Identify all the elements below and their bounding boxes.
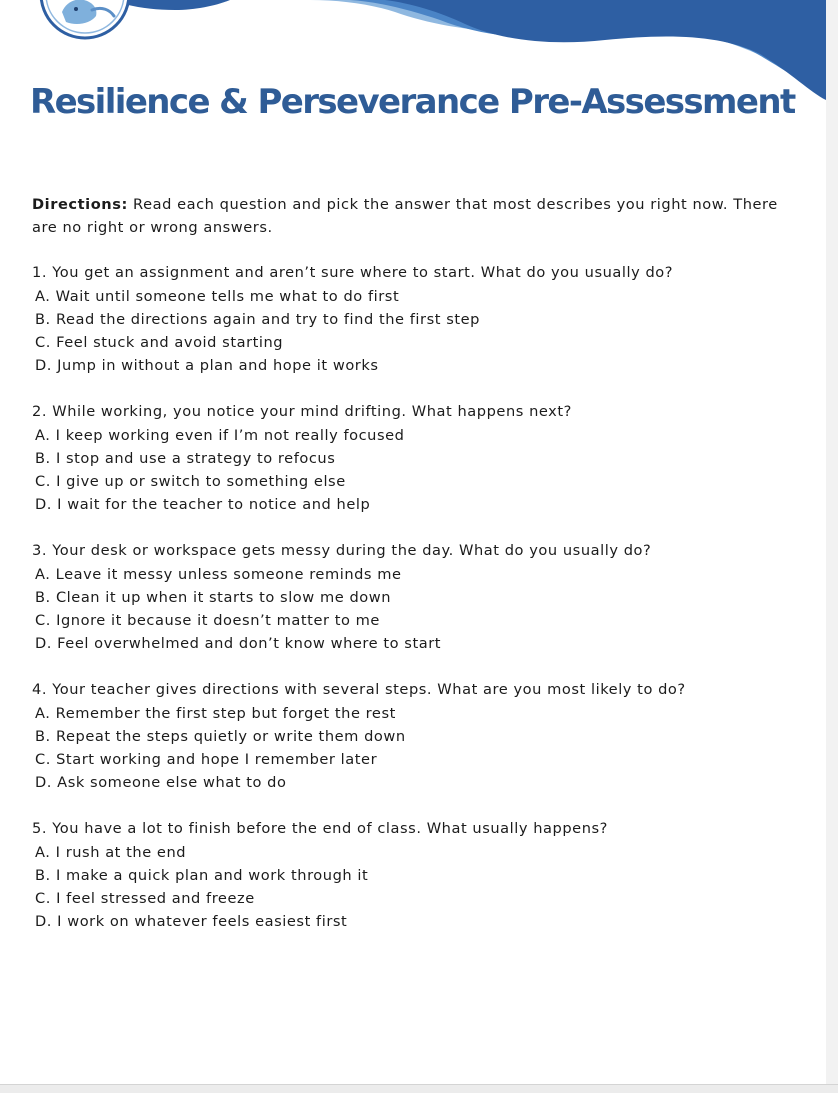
answer-option: B. I stop and use a strategy to refocus (35, 449, 336, 467)
question-1 (32, 261, 782, 377)
answer-option: D. Jump in without a plan and hope it works (35, 357, 379, 375)
question-text: 5. You have a lot to finish before the end of class. What usually happens? (32, 820, 608, 838)
page-title: Resilience & Perseverance Pre-Assessment (30, 82, 795, 122)
worksheet-content (32, 193, 782, 956)
answer-option: C. I feel stressed and freeze (35, 890, 255, 908)
answer-option: A. Wait until someone tells me what to do first (35, 287, 400, 305)
directions-label: Directions: (32, 196, 128, 213)
question-4 (32, 678, 782, 794)
blue-mascot-badge-icon (32, 0, 138, 40)
question-3 (32, 539, 782, 655)
question-text: 2. While working, you notice your mind drifting. What happens next? (32, 403, 572, 421)
answer-option: A. I keep working even if I’m not really focused (35, 426, 405, 444)
answer-option: D. I work on whatever feels easiest first (35, 913, 348, 931)
answer-option: D. Feel overwhelmed and don’t know where to start (35, 635, 442, 653)
answer-option: D. I wait for the teacher to notice and help (35, 496, 371, 514)
question-text: 4. Your teacher gives directions with several steps. What are you most likely to do? (32, 681, 686, 699)
question-2 (32, 400, 782, 516)
answer-option: B. Clean it up when it starts to slow me down (35, 588, 392, 606)
directions-text: Read each question and pick the answer that most describes you right now. There are no right or wrong answers. (32, 196, 778, 237)
question-text: 1. You get an assignment and aren’t sure where to start. What do you usually do? (32, 264, 674, 282)
answer-option: C. Start working and hope I remember later (35, 751, 378, 769)
question-5 (32, 817, 782, 933)
answer-option: B. Read the directions again and try to find the first step (35, 310, 480, 328)
answer-option: C. I give up or switch to something else (35, 473, 346, 491)
answer-option: C. Ignore it because it doesn’t matter to me (35, 612, 380, 630)
answer-option: A. Leave it messy unless someone reminds me (35, 565, 402, 583)
answer-option: A. Remember the first step but forget the rest (35, 704, 396, 722)
answer-option: B. Repeat the steps quietly or write them down (35, 727, 406, 745)
answer-option: C. Feel stuck and avoid starting (35, 334, 284, 352)
answer-option: A. I rush at the end (35, 843, 187, 861)
directions-paragraph (32, 193, 782, 239)
answer-option: D. Ask someone else what to do (35, 774, 287, 792)
answer-option: B. I make a quick plan and work through it (35, 866, 369, 884)
viewer-right-margin (826, 0, 838, 1092)
question-text: 3. Your desk or workspace gets messy during the day. What do you usually do? (32, 542, 652, 560)
